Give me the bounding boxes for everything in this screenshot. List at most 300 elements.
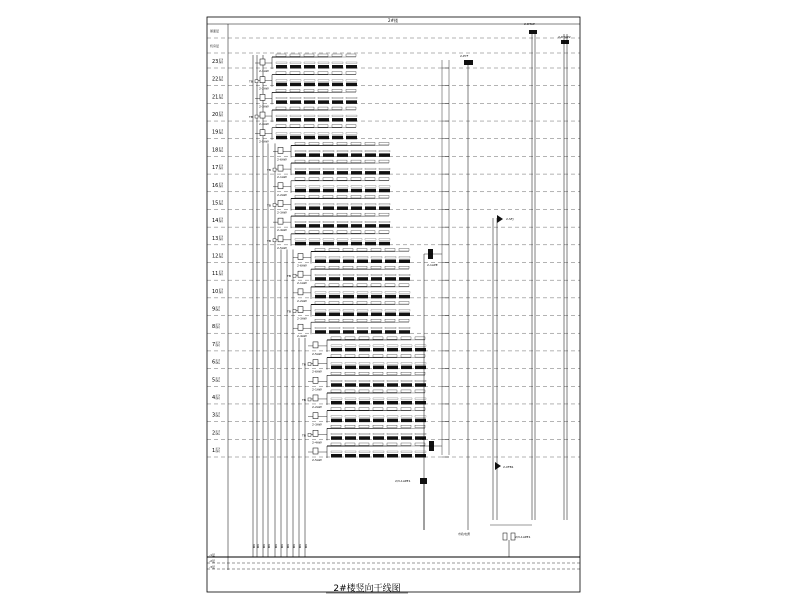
apartment-box	[309, 242, 320, 246]
apartment-box	[415, 401, 426, 405]
tb-label: TB	[267, 203, 271, 208]
branch-label-box	[323, 231, 333, 234]
apartment-box	[290, 118, 301, 122]
breaker-mark	[329, 274, 340, 276]
breaker-mark	[318, 115, 329, 117]
roof-fan-label: 2-PYF	[460, 54, 469, 58]
branch-label-box	[387, 372, 397, 375]
apartment-box	[359, 401, 370, 405]
breaker-mark	[323, 150, 334, 152]
floor-box-label: 2-1AW	[259, 69, 269, 73]
apartment-box	[337, 206, 348, 210]
branch-label-box	[304, 107, 314, 110]
floor-label: 15层	[212, 200, 224, 207]
breaker-mark	[399, 257, 410, 259]
apartment-box	[304, 136, 315, 140]
branch-label-box	[346, 89, 356, 92]
breaker-mark	[373, 398, 384, 400]
branch-label-box	[373, 408, 383, 411]
breaker-mark	[365, 239, 376, 241]
branch-label-box	[415, 443, 425, 446]
apartment-box	[318, 100, 329, 104]
branch-label-box	[401, 408, 411, 411]
breaker-mark	[415, 451, 426, 453]
breaker-mark	[323, 221, 334, 223]
floor-label: 11层	[212, 271, 224, 278]
branch-label-box	[379, 142, 389, 145]
apartment-box	[318, 83, 329, 87]
breaker-mark	[276, 133, 287, 135]
apartment-box	[415, 419, 426, 423]
breaker-mark	[332, 133, 343, 135]
breaker-mark	[329, 257, 340, 259]
breaker-mark	[365, 150, 376, 152]
breaker-mark	[331, 345, 342, 347]
apartment-box	[290, 83, 301, 87]
branch-label-box	[343, 249, 353, 252]
breaker-mark	[399, 310, 410, 312]
branch-label-box	[359, 355, 369, 358]
breaker-mark	[359, 416, 370, 418]
apartment-box	[365, 171, 376, 175]
elevator-box-2	[561, 40, 569, 44]
breaker-mark	[373, 345, 384, 347]
branch-label-box	[385, 266, 395, 269]
branch-label-box	[359, 390, 369, 393]
branch-label-box	[318, 89, 328, 92]
breaker-mark	[371, 274, 382, 276]
breaker-mark	[387, 380, 398, 382]
breaker-mark	[343, 292, 354, 294]
branch-label-box	[373, 337, 383, 340]
apartment-box	[346, 136, 357, 140]
branch-label-box	[337, 213, 347, 216]
breaker-mark	[351, 168, 362, 170]
branch-label-box	[345, 372, 355, 375]
branch-label-box	[337, 160, 347, 163]
elevator-label-2: 2-DTAP2	[558, 35, 571, 39]
breaker-mark	[387, 398, 398, 400]
breaker-mark	[276, 80, 287, 82]
meter-box	[313, 448, 318, 454]
branch-label-box	[295, 178, 305, 181]
breaker-mark	[415, 345, 426, 347]
floor-box-label: 2-3AW	[277, 210, 287, 215]
branch-label-box	[295, 160, 305, 163]
apartment-box	[357, 277, 368, 281]
apartment-box	[399, 330, 410, 334]
breaker-mark	[309, 239, 320, 241]
breaker-mark	[337, 150, 348, 152]
apartment-box	[309, 171, 320, 175]
floor-box-label: 2-3AW	[259, 104, 269, 109]
lift-pump-symbol	[495, 462, 501, 470]
breaker-mark	[343, 327, 354, 329]
right-side-equipment	[395, 22, 571, 557]
apartment-box	[276, 65, 287, 69]
breaker-mark	[379, 168, 390, 170]
breaker-mark	[415, 363, 426, 365]
riser-cable-label: BV	[280, 543, 284, 548]
branch-label-box	[309, 231, 319, 234]
breaker-mark	[337, 203, 348, 205]
breaker-mark	[318, 133, 329, 135]
apartment-box	[373, 419, 384, 423]
roof-fan-box	[464, 60, 473, 65]
branch-label-box	[385, 319, 395, 322]
breaker-mark	[351, 150, 362, 152]
floor-box-label: 2-4AW	[297, 334, 307, 339]
floor-label: 18层	[212, 147, 224, 154]
breaker-mark	[345, 345, 356, 347]
breaker-mark	[346, 62, 357, 64]
breaker-mark	[351, 186, 362, 188]
breaker-mark	[331, 451, 342, 453]
riser-cable-label: BV	[286, 543, 290, 548]
apartment-box	[315, 260, 326, 264]
apartment-box	[365, 153, 376, 157]
breaker-mark	[371, 310, 382, 312]
breaker-mark	[331, 416, 342, 418]
branch-label-box	[309, 160, 319, 163]
branch-label-box	[318, 54, 328, 57]
apartment-box	[401, 436, 412, 440]
branch-label-box	[331, 390, 341, 393]
apartment-box	[379, 153, 390, 157]
floor-box-label: 2-2AW	[297, 298, 307, 303]
apartment-box	[359, 366, 370, 370]
branch-label-box	[373, 425, 383, 428]
branch-label-box	[332, 72, 342, 75]
apartment-box	[332, 83, 343, 87]
apartment-box	[304, 83, 315, 87]
breaker-mark	[332, 97, 343, 99]
branch-label-box	[343, 266, 353, 269]
floor-box-label: 2-6AW	[297, 263, 307, 268]
floor-label: 8层	[212, 324, 221, 331]
branch-label-box	[295, 142, 305, 145]
apartment-box	[401, 383, 412, 387]
floor-box-label: 2-6AW	[277, 157, 287, 162]
apartment-box	[387, 436, 398, 440]
floor-label: 23层	[212, 59, 224, 65]
tb-box	[273, 203, 276, 206]
branch-label-box	[415, 425, 425, 428]
branch-label-box	[399, 284, 409, 287]
meter-box	[260, 59, 265, 65]
branch-label-box	[295, 213, 305, 216]
apartment-box	[385, 313, 396, 317]
branch-label-box	[415, 408, 425, 411]
branch-label-box	[329, 302, 339, 305]
apartment-box	[401, 366, 412, 370]
apartment-box	[387, 401, 398, 405]
breaker-mark	[365, 221, 376, 223]
breaker-mark	[415, 380, 426, 382]
breaker-mark	[373, 380, 384, 382]
floor-label: 20层	[212, 112, 224, 119]
breaker-mark	[387, 433, 398, 435]
branch-label-box	[318, 125, 328, 128]
apartment-box	[387, 366, 398, 370]
floor-box-label: 2-5AW	[312, 351, 322, 356]
meter-box	[260, 77, 265, 83]
breaker-mark	[345, 451, 356, 453]
branch-label-box	[331, 372, 341, 375]
bottom-pair-box-1	[503, 533, 507, 540]
floor-panels	[248, 54, 426, 462]
tb-label: TB	[267, 238, 271, 243]
apartment-box	[323, 224, 334, 228]
apartment-box	[351, 153, 362, 157]
branch-label-box	[415, 337, 425, 340]
apartment-box	[329, 277, 340, 281]
branch-label-box	[304, 125, 314, 128]
apartment-box	[385, 330, 396, 334]
branch-label-box	[315, 319, 325, 322]
apartment-box	[331, 383, 342, 387]
apartment-box	[401, 348, 412, 352]
tb-label: TB	[302, 397, 306, 402]
branch-label-box	[373, 443, 383, 446]
tb-label: TB	[302, 362, 306, 367]
breaker-mark	[359, 363, 370, 365]
pump-label: 2-SFJ	[506, 217, 514, 221]
branch-label-box	[323, 142, 333, 145]
basement-label-1: -1层	[209, 553, 215, 557]
apartment-box	[359, 348, 370, 352]
meter-box	[298, 271, 303, 277]
apartment-box	[276, 83, 287, 87]
branch-label-box	[329, 284, 339, 287]
apartment-box	[318, 118, 329, 122]
breaker-mark	[295, 186, 306, 188]
branch-label-box	[345, 425, 355, 428]
breaker-mark	[337, 221, 348, 223]
breaker-mark	[343, 310, 354, 312]
elevator-label-1: 2-DTAP	[524, 22, 535, 26]
apartment-box	[309, 206, 320, 210]
branch-label-box	[401, 337, 411, 340]
breaker-mark	[401, 363, 412, 365]
breaker-mark	[387, 345, 398, 347]
floor-label: 13层	[212, 235, 224, 242]
branch-label-box	[385, 249, 395, 252]
floor-box-label: 2-5AW	[259, 139, 269, 144]
breaker-mark	[332, 115, 343, 117]
breaker-mark	[415, 398, 426, 400]
breaker-mark	[387, 363, 398, 365]
meter-box	[313, 413, 318, 419]
apartment-box	[329, 260, 340, 264]
breaker-mark	[337, 168, 348, 170]
branch-label-box	[332, 107, 342, 110]
branch-label-box	[315, 249, 325, 252]
tb-label: TB	[249, 79, 253, 84]
supply-label: 市政电源	[458, 532, 471, 536]
breaker-mark	[276, 97, 287, 99]
apartment-box	[371, 330, 382, 334]
floor-box-label: 2-1AW	[277, 175, 287, 180]
branch-label-box	[371, 266, 381, 269]
meter-box	[313, 360, 318, 366]
branch-label-box	[385, 302, 395, 305]
floor-box-label: 2-3AW	[297, 316, 307, 321]
apartment-box	[345, 454, 356, 458]
breaker-mark	[331, 380, 342, 382]
apartment-box	[332, 136, 343, 140]
apartment-box	[323, 171, 334, 175]
apartment-box	[345, 401, 356, 405]
branch-label-box	[359, 337, 369, 340]
apartment-box	[276, 136, 287, 140]
apartment-box	[387, 419, 398, 423]
floor-label: 10层	[212, 288, 224, 295]
breaker-mark	[276, 115, 287, 117]
breaker-mark	[415, 433, 426, 435]
breaker-mark	[415, 416, 426, 418]
apartment-box	[276, 100, 287, 104]
breaker-mark	[315, 310, 326, 312]
breaker-mark	[337, 239, 348, 241]
breaker-mark	[304, 133, 315, 135]
breaker-mark	[323, 239, 334, 241]
apartment-box	[343, 313, 354, 317]
breaker-mark	[345, 380, 356, 382]
branch-label-box	[304, 89, 314, 92]
apartment-box	[351, 224, 362, 228]
branch-label-box	[401, 390, 411, 393]
apartment-box	[318, 65, 329, 69]
breaker-mark	[401, 416, 412, 418]
apartment-box	[323, 206, 334, 210]
breaker-mark	[329, 310, 340, 312]
branch-label-box	[315, 266, 325, 269]
apartment-box	[304, 65, 315, 69]
branch-label-box	[401, 372, 411, 375]
riser-cable-label: BV	[262, 543, 266, 548]
apartment-box	[351, 242, 362, 246]
mid-box-label: 2-1APE	[427, 263, 438, 267]
breaker-mark	[373, 433, 384, 435]
apartment-box	[345, 366, 356, 370]
apartment-box	[304, 118, 315, 122]
breaker-mark	[345, 416, 356, 418]
floor-label: 5层	[212, 377, 221, 384]
floor-label: 17层	[212, 165, 224, 172]
floor-box-label: 2-4AW	[312, 440, 322, 445]
apartment-box	[373, 383, 384, 387]
branch-label-box	[401, 443, 411, 446]
branch-label-box	[332, 89, 342, 92]
branch-label-box	[365, 195, 375, 198]
apartment-box	[309, 153, 320, 157]
floor-label: 1层	[212, 448, 221, 454]
branch-label-box	[359, 372, 369, 375]
apartment-box	[365, 189, 376, 193]
branch-label-box	[309, 178, 319, 181]
floor-label: 12层	[212, 253, 224, 260]
meter-box	[313, 430, 318, 436]
floor-box-label: 2-1AW	[312, 387, 322, 392]
meter-box	[313, 377, 318, 383]
meter-box	[278, 200, 283, 206]
breaker-mark	[401, 380, 412, 382]
branch-label-box	[345, 355, 355, 358]
branch-label-box	[323, 195, 333, 198]
branch-label-box	[290, 125, 300, 128]
floor-label: 7层	[212, 341, 221, 348]
apartment-box	[337, 224, 348, 228]
apartment-box	[315, 277, 326, 281]
breaker-mark	[295, 239, 306, 241]
branch-label-box	[379, 160, 389, 163]
apartment-box	[345, 348, 356, 352]
apartment-box	[290, 136, 301, 140]
apartment-box	[290, 100, 301, 104]
apartment-box	[399, 277, 410, 281]
apartment-box	[337, 171, 348, 175]
branch-label-box	[343, 284, 353, 287]
floor-label: 21层	[212, 94, 224, 101]
apartment-box	[309, 189, 320, 193]
branch-label-box	[343, 302, 353, 305]
breaker-mark	[290, 115, 301, 117]
apartment-box	[315, 313, 326, 317]
branch-label-box	[337, 231, 347, 234]
apartment-box	[337, 242, 348, 246]
branch-label-box	[365, 213, 375, 216]
apartment-box	[332, 100, 343, 104]
breaker-mark	[357, 292, 368, 294]
apartment-box	[346, 83, 357, 87]
floor-label: 6层	[212, 359, 221, 366]
apartment-box	[415, 366, 426, 370]
branch-label-box	[357, 302, 367, 305]
breaker-mark	[295, 150, 306, 152]
apartment-box	[331, 454, 342, 458]
basement-label-2: -2层	[209, 559, 215, 563]
breaker-mark	[309, 150, 320, 152]
apartment-box	[399, 260, 410, 264]
apartment-box	[345, 419, 356, 423]
apartment-box	[295, 171, 306, 175]
apartment-box	[351, 189, 362, 193]
breaker-mark	[371, 292, 382, 294]
header-text: 2#楼	[388, 18, 398, 23]
apartment-box	[343, 277, 354, 281]
apartment-box	[276, 118, 287, 122]
floor-box-label: 2-4AW	[259, 122, 269, 127]
breaker-mark	[365, 168, 376, 170]
breaker-mark	[387, 451, 398, 453]
branch-label-box	[399, 302, 409, 305]
riser-cable-label: BV	[274, 543, 278, 548]
breaker-mark	[331, 433, 342, 435]
breaker-mark	[346, 133, 357, 135]
apartment-box	[315, 330, 326, 334]
branch-label-box	[345, 408, 355, 411]
floor-box-label: 2-2AW	[259, 86, 269, 91]
breaker-mark	[371, 327, 382, 329]
meter-box	[278, 147, 283, 153]
breaker-mark	[373, 416, 384, 418]
branch-label-box	[290, 89, 300, 92]
top-row-label: 机房层	[210, 44, 220, 48]
apartment-box	[371, 295, 382, 299]
tb-box	[308, 398, 311, 401]
branch-label-box	[379, 231, 389, 234]
